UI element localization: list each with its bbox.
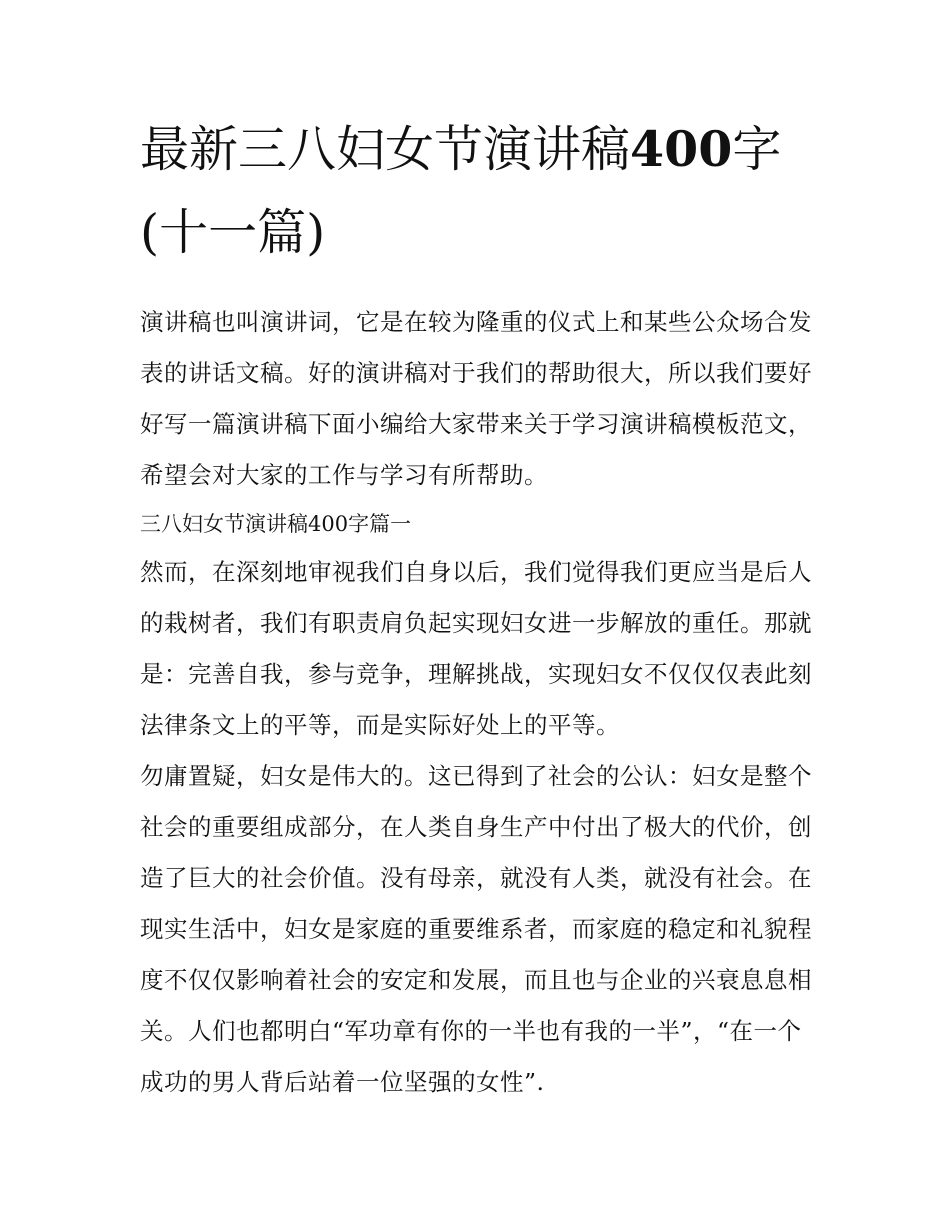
body-paragraph-2: 勿庸置疑，妇女是伟大的。这已得到了社会的公认：妇女是整个社会的重要组成部分，在人类自身生产中付出了极大的代价，创造了巨大的社会价值。没有母亲，就没有人类，就没有社会。在现实生活中，妇女是家庭的重要维系者，而家庭的稳定和礼貌程度不仅仅影响着社会的安定和发展，而且也与企业的兴衰息息相关。人们也都明白“军功章有你的一半也有我的一半”，“在一个成功的男人背后站着一位坚强的女性”. xyxy=(140,762,812,1096)
section-heading: 三八妇女节演讲稿400字篇一 xyxy=(140,512,412,536)
title-text: 最新三八妇女节演讲稿 xyxy=(140,121,631,178)
body-paragraph-1: 然而，在深刻地审视我们自身以后，我们觉得我们更应当是后人的栽树者，我们有职责肩负起实现妇女进一步解放的重任。那就是：完善自我，参与竞争，理解挑战，实现妇女不仅仅仅表此刻法律条文上的平等，而是实际好处上的平等。 xyxy=(140,558,812,739)
title-subtitle: (十一篇) xyxy=(140,204,326,261)
intro-paragraph: 演讲稿也叫演讲词，它是在较为隆重的仪式上和某些公众场合发表的讲话文稿。好的演讲稿对于我们的帮助很大，所以我们要好好写一篇演讲稿下面小编给大家带来关于学习演讲稿模板范文，希望会对大家的工作与学习有所帮助。 xyxy=(140,308,812,489)
document-page xyxy=(140,108,820,1108)
title-number: 400 xyxy=(630,120,733,178)
document-title xyxy=(140,108,820,274)
title-suffix: 字 xyxy=(732,121,782,178)
